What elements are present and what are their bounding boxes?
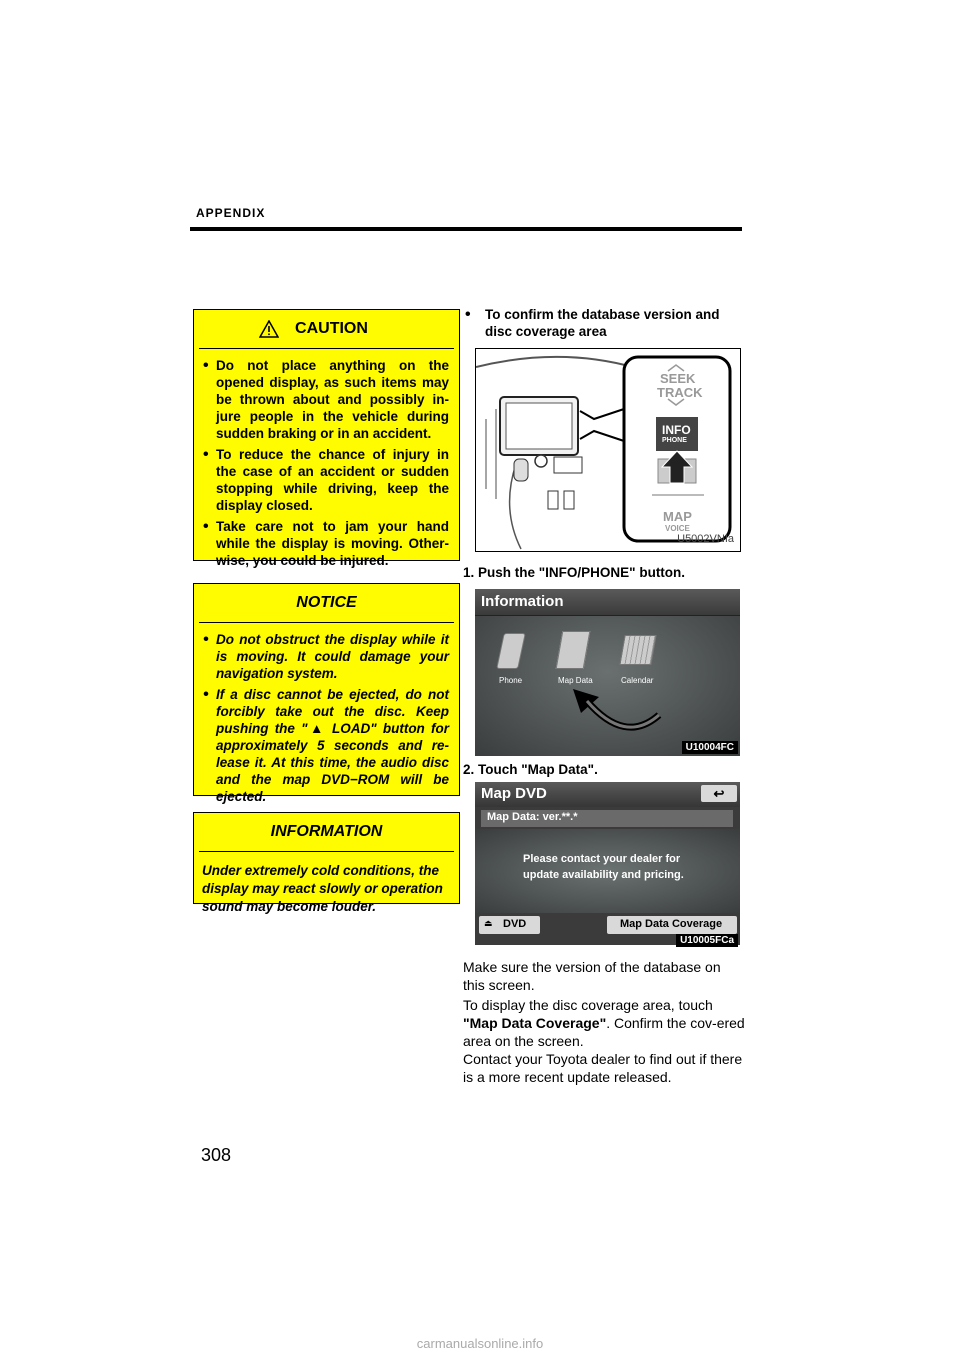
- step-2: 2. Touch "Map Data".: [463, 762, 598, 777]
- notice-title: NOTICE: [296, 594, 357, 611]
- figure-code: U10005FCa: [676, 934, 738, 947]
- figure-code: U10004FC: [682, 741, 738, 754]
- information-box: [193, 812, 460, 914]
- caution-list: [194, 349, 459, 569]
- phone-label: PHONE: [662, 437, 687, 444]
- information-text: Under extremely cold conditions, the display may react slowly or operation sound may become louder.: [202, 863, 443, 914]
- footer-watermark: carmanualsonline.info: [416, 1336, 544, 1351]
- info-label: INFO: [662, 423, 691, 437]
- step-1: 1. Push the "INFO/PHONE" button.: [463, 565, 686, 580]
- back-button[interactable]: ↩: [701, 785, 737, 802]
- notice-list: [194, 623, 459, 805]
- notice-item: • Do not obstruct the display while it is moving. It could damage your navigation system.: [194, 631, 449, 682]
- caution-item: • To reduce the chance of injury in the case of an accident or sudden stopping while driving, keep the display closed.: [194, 446, 449, 514]
- paragraph-coverage-pre: To display the disc coverage area, touch: [463, 997, 713, 1013]
- caution-item: • Do not place anything on the opened display, as such items may be thrown about and possibly in-jure people in the vehicle during sudden braking or in an accident.: [194, 357, 449, 442]
- caution-box: [193, 309, 460, 568]
- version-text: Map Data: ver.**.*: [487, 811, 578, 823]
- phone-icon-label: Phone: [499, 676, 523, 685]
- information-title-row: [199, 813, 454, 852]
- paragraph-coverage: [463, 996, 745, 1050]
- seek-label: SEEK: [660, 371, 696, 386]
- map-data-coverage-button[interactable]: [607, 916, 737, 934]
- paragraph-version: Make sure the version of the database on this screen.: [463, 959, 721, 993]
- information-title: INFORMATION: [270, 823, 383, 840]
- header-rule: [190, 227, 742, 231]
- caution-item: • Take care not to jam your hand while the display is moving. Other-wise, you could be injured.: [194, 518, 449, 569]
- message-line-1: Please contact your dealer for: [523, 853, 681, 865]
- map-label: MAP: [663, 509, 692, 524]
- screen-title: Information: [481, 593, 564, 610]
- dvd-button[interactable]: [479, 916, 540, 934]
- calendar-icon-label: Calendar: [621, 676, 654, 685]
- arrow-pointer-icon: [565, 685, 665, 741]
- calendar-icon[interactable]: [619, 635, 656, 665]
- information-screen: [475, 589, 740, 756]
- caution-title-row: [199, 310, 454, 349]
- figure-code: U5002VNIa: [677, 533, 734, 545]
- voice-label: VOICE: [665, 524, 690, 533]
- notice-box: [193, 583, 460, 804]
- section-header: APPENDIX: [196, 206, 266, 220]
- map-data-icon-label: Map Data: [558, 676, 593, 685]
- paragraph-contact: Contact your Toyota dealer to find out if there is a more recent update released.: [463, 1051, 743, 1085]
- screen-title: Map DVD: [481, 785, 547, 802]
- dashboard-illustration: [476, 349, 740, 551]
- notice-title-row: [199, 584, 454, 623]
- dvd-button-label: DVD: [503, 918, 527, 930]
- section-bullet: • To confirm the database version and disc coverage area: [463, 306, 743, 340]
- paragraph-coverage-post: . Confirm the cov-ered area on the screen.: [463, 1015, 745, 1049]
- dashboard-figure: [475, 348, 741, 552]
- message-line-2: update availability and pricing.: [523, 869, 684, 881]
- eject-icon: ⏏: [484, 918, 493, 928]
- map-dvd-screen: [475, 782, 740, 945]
- caution-title: CAUTION: [295, 320, 368, 337]
- map-data-coverage-ref: "Map Data Coverage": [463, 1015, 607, 1031]
- notice-item: • If a disc cannot be ejected, do not forcibly take out the disc. Keep pushing the "▲ LOAD" button for approximately 5 seconds and re-lease it. At this time, the audio disc and the map DVD−ROM will be ejected.: [194, 686, 449, 805]
- page-number: 308: [201, 1145, 232, 1165]
- map-data-coverage-label: Map Data Coverage: [620, 918, 723, 930]
- track-label: TRACK: [657, 385, 703, 400]
